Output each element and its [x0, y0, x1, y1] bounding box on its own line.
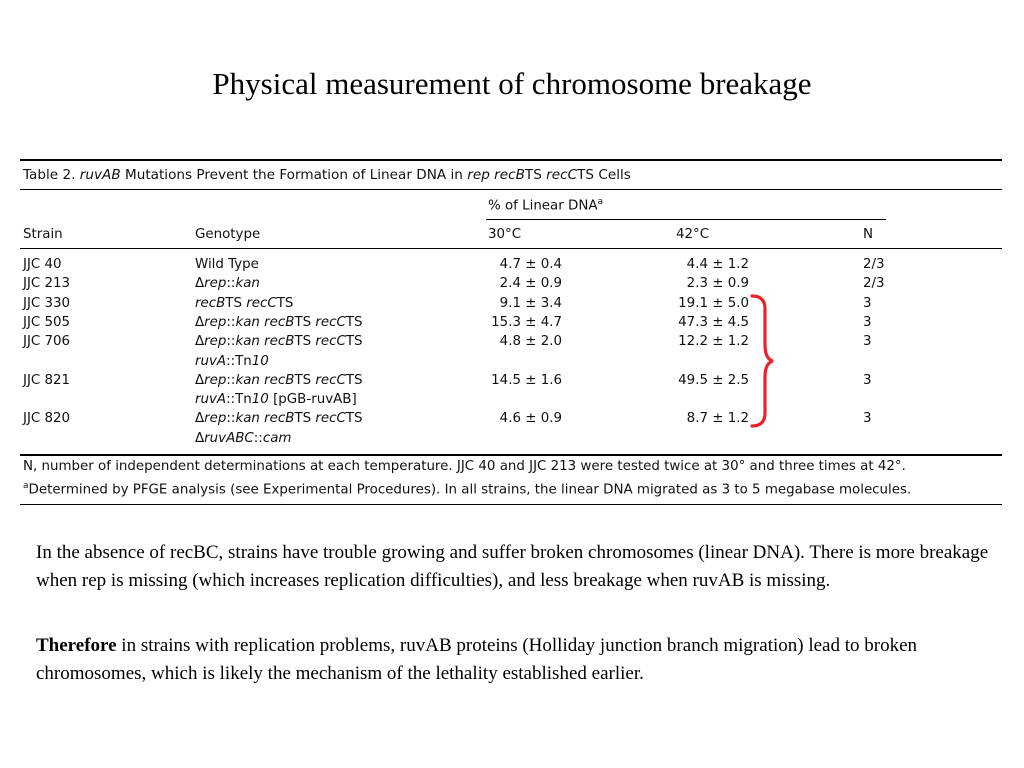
genotype-cell: Δrep::kan recBTS recCTS — [195, 314, 363, 330]
col-header-n: N — [863, 227, 874, 242]
n-cell: 3 — [863, 372, 872, 388]
value-42c-cell: 2.3 ± 0.9 — [686, 276, 749, 292]
col-header-strain: Strain — [23, 227, 63, 242]
table-caption-strain-a: rep recB — [467, 167, 525, 183]
table-bottom-rule — [20, 454, 1002, 456]
col-header-genotype: Genotype — [195, 227, 261, 242]
slide-title: Physical measurement of chromosome breakage — [212, 66, 812, 101]
value-30c-cell: 4.8 ± 2.0 — [499, 334, 562, 350]
strain-cell: JJC 40 — [23, 257, 62, 272]
value-30c-cell: 2.4 ± 0.9 — [499, 276, 562, 292]
genotype-cell: Δrep::kan recBTS recCTS — [195, 411, 363, 427]
footnote-a-text: Determined by PFGE analysis (see Experimental Procedures). In all strains, the linear DNA migrated as 3 to 5 megabase molecules. — [28, 482, 912, 498]
data-table — [20, 159, 1002, 507]
value-42c-cell: 4.4 ± 1.2 — [686, 257, 749, 272]
genotype-cell: recBTS recCTS — [195, 295, 294, 311]
value-42c-cell: 12.2 ± 1.2 — [678, 334, 749, 350]
footnote-rule — [20, 504, 1002, 505]
genotype-cell: Δrep::kan recBTS recCTS — [195, 334, 363, 350]
table-caption-end: TS Cells — [577, 167, 631, 183]
value-30c-cell: 4.7 ± 0.4 — [499, 257, 562, 272]
table-caption — [23, 167, 631, 183]
col-header-42c: 42°C — [676, 227, 710, 242]
caption-rule — [20, 189, 1002, 190]
n-cell: 3 — [863, 314, 872, 330]
group-header-footnote: a — [597, 197, 604, 207]
paragraph-2-text: in strains with replication problems, ruvAB proteins (Holliday junction branch migration) lead to broken chromosomes, which is likely the mechanism of the lethality established earlier. — [36, 635, 918, 684]
value-42c-cell: 8.7 ± 1.2 — [686, 411, 749, 427]
strain-cell: JJC 330 — [23, 295, 71, 311]
paragraph-1: In the absence of recBC, strains have trouble growing and suffer broken chromosomes (linear DNA). There is more breakage when rep is missing (which increases replication difficulties), and less breakage when ruvAB is missing. — [36, 542, 989, 591]
strain-cell: JJC 706 — [23, 334, 71, 350]
table-caption-text: Mutations Prevent the Formation of Linear DNA in — [120, 167, 468, 183]
col-header-30c: 30°C — [488, 227, 522, 242]
red-brace-icon — [747, 293, 777, 429]
table-caption-strain-b: recC — [546, 167, 578, 183]
n-cell: 3 — [863, 334, 872, 350]
value-42c-cell: 49.5 ± 2.5 — [678, 372, 749, 388]
strain-cell: JJC 821 — [23, 372, 71, 388]
group-header — [488, 197, 603, 213]
genotype-cell: ruvA::Tn10 [pGB-ruvAB] — [195, 392, 357, 408]
strain-cell: JJC 820 — [23, 411, 71, 427]
paragraph-2 — [36, 632, 996, 688]
strain-cell: JJC 505 — [23, 314, 71, 330]
footnote-n: N, number of independent determinations at each temperature. JJC 40 and JJC 213 were tested twice at 30° and three times at 42°. — [23, 459, 906, 474]
genotype-cell: Wild Type — [195, 257, 259, 272]
footnote-a-mark: a — [23, 481, 29, 491]
table-caption-ts: TS — [524, 167, 547, 183]
value-30c-cell: 15.3 ± 4.7 — [491, 314, 562, 330]
value-42c-cell: 19.1 ± 5.0 — [678, 295, 749, 311]
table-number: Table 2. — [23, 167, 76, 183]
n-cell: 3 — [863, 295, 872, 311]
n-cell: 2/3 — [863, 257, 885, 272]
footnote-a — [23, 481, 911, 497]
strain-cell: JJC 213 — [23, 276, 71, 292]
n-cell: 2/3 — [863, 276, 885, 292]
table-caption-gene: ruvAB — [79, 167, 121, 183]
genotype-cell: Δrep::kan recBTS recCTS — [195, 372, 363, 388]
value-30c-cell: 14.5 ± 1.6 — [491, 372, 562, 388]
paragraph-2-lead: Therefore — [36, 635, 117, 656]
value-30c-cell: 9.1 ± 3.4 — [499, 295, 562, 311]
genotype-cell: ruvA::Tn10 — [195, 353, 269, 369]
genotype-cell: Δrep::kan — [195, 276, 260, 292]
genotype-cell: ΔruvABC::cam — [195, 430, 292, 446]
group-header-rule — [486, 219, 886, 220]
n-cell: 3 — [863, 411, 872, 427]
table-top-rule — [20, 159, 1002, 161]
header-rule — [20, 248, 1002, 249]
value-42c-cell: 47.3 ± 4.5 — [678, 314, 749, 330]
group-header-label: % of Linear DNA — [488, 198, 598, 214]
value-30c-cell: 4.6 ± 0.9 — [499, 411, 562, 427]
